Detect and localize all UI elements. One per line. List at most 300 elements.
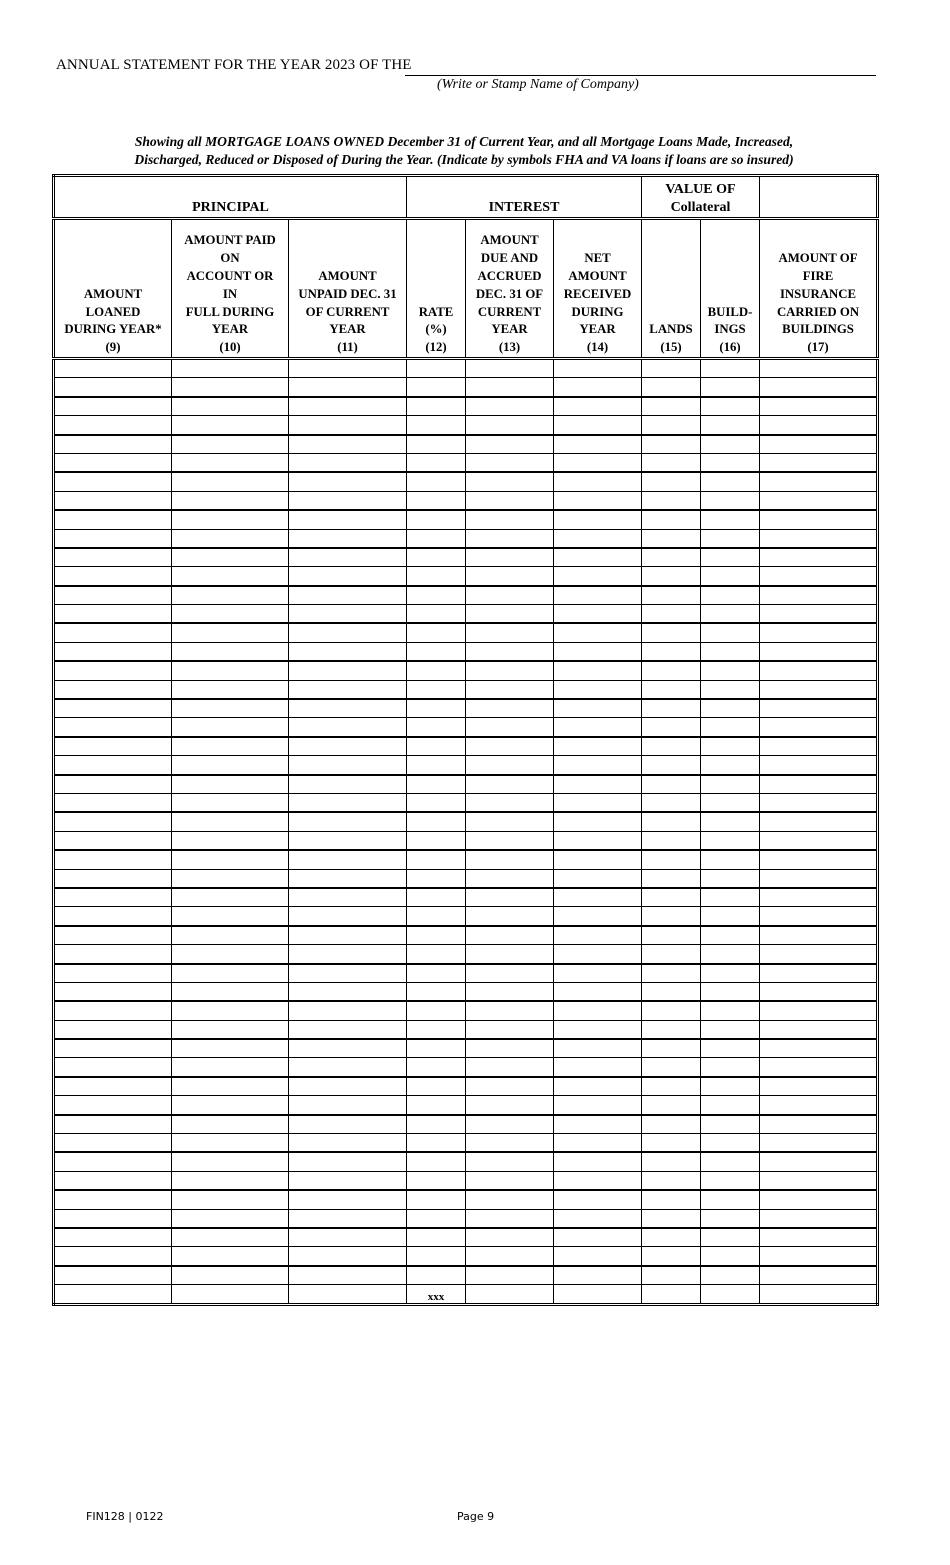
table-cell[interactable] — [760, 1001, 878, 1020]
table-cell[interactable] — [554, 1115, 642, 1134]
table-cell[interactable] — [466, 907, 554, 926]
table-cell[interactable] — [289, 435, 407, 454]
table-cell[interactable] — [554, 982, 642, 1001]
table-cell[interactable] — [701, 1247, 760, 1266]
table-cell[interactable] — [407, 945, 466, 964]
table-cell[interactable] — [54, 510, 172, 529]
table-cell[interactable] — [760, 756, 878, 775]
table-cell[interactable] — [407, 699, 466, 718]
table-cell[interactable] — [642, 1115, 701, 1134]
table-cell[interactable] — [54, 642, 172, 661]
table-cell[interactable] — [466, 605, 554, 624]
table-cell[interactable] — [642, 1152, 701, 1171]
table-cell[interactable] — [642, 605, 701, 624]
table-cell[interactable] — [172, 529, 289, 548]
table-cell[interactable] — [289, 1001, 407, 1020]
table-cell[interactable] — [172, 623, 289, 642]
table-cell[interactable] — [466, 850, 554, 869]
table-cell[interactable] — [642, 718, 701, 737]
table-cell[interactable] — [701, 1077, 760, 1096]
table-cell[interactable] — [407, 926, 466, 945]
table-cell[interactable] — [407, 1039, 466, 1058]
table-cell[interactable] — [54, 605, 172, 624]
table-cell[interactable] — [760, 1134, 878, 1153]
table-cell[interactable] — [172, 491, 289, 510]
table-cell[interactable] — [466, 926, 554, 945]
table-cell[interactable] — [554, 1077, 642, 1096]
table-cell[interactable] — [642, 756, 701, 775]
table-cell[interactable] — [54, 1039, 172, 1058]
table-cell[interactable] — [642, 529, 701, 548]
table-cell[interactable] — [642, 1020, 701, 1039]
table-cell[interactable] — [554, 1058, 642, 1077]
table-cell[interactable] — [466, 1266, 554, 1285]
table-cell[interactable] — [54, 756, 172, 775]
table-cell[interactable] — [554, 1134, 642, 1153]
table-cell[interactable] — [407, 1209, 466, 1228]
table-cell[interactable] — [54, 926, 172, 945]
table-cell[interactable] — [642, 831, 701, 850]
table-cell[interactable] — [54, 982, 172, 1001]
table-cell[interactable] — [554, 510, 642, 529]
table-cell[interactable] — [289, 1228, 407, 1247]
table-cell[interactable] — [407, 907, 466, 926]
table-cell[interactable] — [701, 831, 760, 850]
table-cell[interactable] — [407, 491, 466, 510]
table-cell[interactable] — [172, 1058, 289, 1077]
table-cell[interactable] — [554, 680, 642, 699]
table-cell[interactable] — [760, 529, 878, 548]
table-cell[interactable] — [407, 453, 466, 472]
table-cell[interactable] — [289, 907, 407, 926]
table-cell[interactable] — [407, 548, 466, 567]
table-cell[interactable] — [760, 416, 878, 435]
table-cell[interactable] — [554, 812, 642, 831]
table-cell[interactable] — [760, 699, 878, 718]
table-cell[interactable] — [407, 623, 466, 642]
table-cell[interactable] — [554, 718, 642, 737]
table-cell[interactable] — [466, 1115, 554, 1134]
table-cell[interactable] — [172, 1152, 289, 1171]
table-cell[interactable] — [701, 793, 760, 812]
table-cell[interactable] — [172, 548, 289, 567]
table-cell[interactable] — [701, 907, 760, 926]
table-cell[interactable] — [407, 605, 466, 624]
table-cell[interactable] — [554, 1285, 642, 1304]
table-cell[interactable] — [407, 1020, 466, 1039]
table-cell[interactable] — [701, 435, 760, 454]
table-cell[interactable] — [289, 869, 407, 888]
table-cell[interactable] — [642, 1039, 701, 1058]
table-cell[interactable] — [701, 491, 760, 510]
table-cell[interactable] — [642, 869, 701, 888]
table-cell[interactable] — [54, 397, 172, 416]
table-cell[interactable] — [407, 567, 466, 586]
table-cell[interactable] — [172, 378, 289, 397]
table-cell[interactable] — [172, 945, 289, 964]
table-cell[interactable] — [642, 945, 701, 964]
table-cell[interactable] — [701, 756, 760, 775]
table-cell[interactable] — [554, 1266, 642, 1285]
table-cell[interactable] — [701, 869, 760, 888]
table-cell[interactable] — [554, 1096, 642, 1115]
table-cell[interactable] — [289, 926, 407, 945]
table-cell[interactable] — [289, 1152, 407, 1171]
table-cell[interactable] — [54, 850, 172, 869]
table-cell[interactable] — [289, 605, 407, 624]
table-cell[interactable] — [407, 982, 466, 1001]
table-cell[interactable] — [701, 737, 760, 756]
table-cell[interactable] — [701, 1020, 760, 1039]
table-cell[interactable] — [466, 793, 554, 812]
table-cell[interactable] — [701, 926, 760, 945]
table-cell[interactable] — [554, 1039, 642, 1058]
table-cell[interactable] — [760, 586, 878, 605]
table-cell[interactable] — [642, 567, 701, 586]
table-cell[interactable] — [760, 359, 878, 378]
table-cell[interactable] — [554, 1001, 642, 1020]
table-cell[interactable] — [172, 1247, 289, 1266]
table-cell[interactable] — [54, 491, 172, 510]
table-cell[interactable] — [642, 435, 701, 454]
table-cell[interactable] — [760, 1228, 878, 1247]
table-cell[interactable] — [54, 1134, 172, 1153]
table-cell[interactable] — [554, 1228, 642, 1247]
table-cell[interactable] — [407, 1001, 466, 1020]
table-cell[interactable] — [466, 869, 554, 888]
table-cell[interactable] — [701, 812, 760, 831]
table-cell[interactable] — [289, 737, 407, 756]
table-cell[interactable] — [701, 699, 760, 718]
table-cell[interactable] — [760, 1058, 878, 1077]
table-cell[interactable] — [701, 661, 760, 680]
table-cell[interactable] — [701, 567, 760, 586]
table-cell[interactable] — [407, 472, 466, 491]
table-cell[interactable] — [172, 888, 289, 907]
table-cell[interactable] — [466, 642, 554, 661]
table-cell[interactable] — [642, 1209, 701, 1228]
table-cell[interactable] — [54, 529, 172, 548]
table-cell[interactable] — [407, 850, 466, 869]
table-cell[interactable] — [289, 888, 407, 907]
table-cell[interactable] — [54, 359, 172, 378]
table-cell[interactable] — [760, 793, 878, 812]
table-cell[interactable] — [54, 623, 172, 642]
table-cell[interactable] — [701, 378, 760, 397]
table-cell[interactable] — [466, 586, 554, 605]
table-cell[interactable] — [760, 1115, 878, 1134]
table-cell[interactable] — [642, 548, 701, 567]
table-cell[interactable] — [554, 945, 642, 964]
table-cell[interactable] — [54, 812, 172, 831]
table-cell[interactable] — [701, 1152, 760, 1171]
table-cell[interactable] — [642, 1077, 701, 1096]
table-cell[interactable] — [54, 435, 172, 454]
table-cell[interactable] — [407, 1266, 466, 1285]
table-cell[interactable] — [172, 1190, 289, 1209]
table-cell[interactable] — [54, 737, 172, 756]
table-cell[interactable] — [642, 1190, 701, 1209]
table-cell[interactable] — [760, 888, 878, 907]
table-cell[interactable] — [54, 869, 172, 888]
table-cell[interactable] — [760, 642, 878, 661]
table-cell[interactable] — [407, 642, 466, 661]
table-cell[interactable] — [642, 472, 701, 491]
table-cell[interactable] — [554, 453, 642, 472]
table-cell[interactable] — [642, 793, 701, 812]
table-cell[interactable] — [54, 718, 172, 737]
table-cell[interactable] — [172, 718, 289, 737]
table-cell[interactable] — [407, 1228, 466, 1247]
table-cell[interactable] — [760, 491, 878, 510]
table-cell[interactable] — [701, 623, 760, 642]
table-cell[interactable] — [701, 718, 760, 737]
table-cell[interactable] — [642, 586, 701, 605]
table-cell[interactable] — [760, 831, 878, 850]
table-cell[interactable] — [466, 1190, 554, 1209]
table-cell[interactable] — [554, 359, 642, 378]
table-cell[interactable] — [642, 850, 701, 869]
table-cell[interactable] — [642, 510, 701, 529]
table-cell[interactable] — [760, 812, 878, 831]
table-cell[interactable] — [407, 1096, 466, 1115]
table-cell[interactable] — [554, 472, 642, 491]
table-cell[interactable] — [466, 1228, 554, 1247]
table-cell[interactable] — [289, 529, 407, 548]
table-cell[interactable] — [289, 756, 407, 775]
table-cell[interactable] — [760, 472, 878, 491]
table-cell[interactable] — [642, 964, 701, 983]
table-cell[interactable] — [172, 907, 289, 926]
table-cell[interactable] — [54, 831, 172, 850]
table-cell[interactable] — [760, 548, 878, 567]
company-name-line[interactable] — [405, 75, 876, 76]
table-cell[interactable] — [466, 1171, 554, 1190]
table-cell[interactable] — [407, 775, 466, 794]
table-cell[interactable] — [760, 775, 878, 794]
table-cell[interactable] — [642, 680, 701, 699]
table-cell[interactable] — [54, 453, 172, 472]
table-cell[interactable] — [172, 756, 289, 775]
table-cell[interactable] — [289, 1171, 407, 1190]
table-cell[interactable] — [466, 1134, 554, 1153]
table-cell[interactable] — [407, 869, 466, 888]
table-cell[interactable] — [407, 1077, 466, 1096]
table-cell[interactable] — [701, 510, 760, 529]
table-cell[interactable] — [642, 1058, 701, 1077]
table-cell[interactable] — [54, 1266, 172, 1285]
table-cell[interactable] — [642, 926, 701, 945]
table-cell[interactable] — [760, 1190, 878, 1209]
table-cell[interactable] — [554, 605, 642, 624]
table-cell[interactable] — [407, 1247, 466, 1266]
table-cell[interactable] — [54, 1077, 172, 1096]
table-cell[interactable] — [289, 831, 407, 850]
table-cell[interactable] — [172, 1039, 289, 1058]
table-cell[interactable] — [466, 359, 554, 378]
table-cell[interactable] — [289, 812, 407, 831]
table-cell[interactable] — [554, 416, 642, 435]
table-cell[interactable] — [54, 1020, 172, 1039]
table-cell[interactable] — [554, 529, 642, 548]
table-cell[interactable] — [172, 359, 289, 378]
table-cell[interactable] — [760, 378, 878, 397]
table-cell[interactable] — [54, 964, 172, 983]
table-cell[interactable] — [407, 831, 466, 850]
table-cell[interactable] — [407, 680, 466, 699]
table-cell[interactable] — [642, 907, 701, 926]
table-cell[interactable] — [466, 982, 554, 1001]
table-cell[interactable] — [554, 964, 642, 983]
table-cell[interactable] — [760, 907, 878, 926]
table-cell[interactable] — [172, 642, 289, 661]
table-cell[interactable] — [289, 1020, 407, 1039]
table-cell[interactable] — [701, 1001, 760, 1020]
table-cell[interactable] — [701, 359, 760, 378]
table-cell[interactable] — [760, 869, 878, 888]
table-cell[interactable] — [760, 605, 878, 624]
table-cell[interactable] — [407, 1171, 466, 1190]
table-cell[interactable] — [701, 964, 760, 983]
table-cell[interactable] — [54, 1285, 172, 1304]
table-cell[interactable] — [289, 1039, 407, 1058]
table-cell[interactable] — [289, 416, 407, 435]
table-cell[interactable] — [466, 567, 554, 586]
table-cell[interactable] — [760, 623, 878, 642]
table-cell[interactable] — [54, 1152, 172, 1171]
table-cell[interactable] — [54, 548, 172, 567]
table-cell[interactable] — [54, 1096, 172, 1115]
table-cell[interactable] — [760, 926, 878, 945]
table-cell[interactable] — [554, 435, 642, 454]
table-cell[interactable] — [466, 888, 554, 907]
table-cell[interactable] — [760, 1077, 878, 1096]
table-cell[interactable] — [289, 397, 407, 416]
table-cell[interactable] — [701, 680, 760, 699]
table-cell[interactable] — [289, 586, 407, 605]
table-cell[interactable] — [407, 510, 466, 529]
table-cell[interactable] — [701, 416, 760, 435]
table-cell[interactable] — [701, 453, 760, 472]
table-cell[interactable] — [407, 529, 466, 548]
table-cell[interactable] — [466, 1001, 554, 1020]
table-cell[interactable] — [407, 586, 466, 605]
table-cell[interactable] — [642, 378, 701, 397]
table-cell[interactable] — [701, 1039, 760, 1058]
table-cell[interactable] — [289, 1115, 407, 1134]
table-cell[interactable] — [554, 907, 642, 926]
table-cell[interactable] — [466, 699, 554, 718]
table-cell[interactable] — [466, 378, 554, 397]
table-cell[interactable] — [172, 775, 289, 794]
table-cell[interactable] — [54, 680, 172, 699]
table-cell[interactable] — [701, 1058, 760, 1077]
table-cell[interactable] — [466, 945, 554, 964]
table-cell[interactable] — [289, 567, 407, 586]
table-cell[interactable] — [172, 661, 289, 680]
table-cell[interactable] — [466, 435, 554, 454]
table-cell[interactable] — [54, 1190, 172, 1209]
table-cell[interactable] — [554, 1247, 642, 1266]
table-cell[interactable] — [407, 1152, 466, 1171]
table-cell[interactable] — [172, 1077, 289, 1096]
table-cell[interactable] — [289, 850, 407, 869]
table-cell[interactable] — [701, 1171, 760, 1190]
table-cell[interactable] — [289, 699, 407, 718]
table-cell[interactable] — [172, 567, 289, 586]
table-cell[interactable] — [701, 1190, 760, 1209]
table-cell[interactable] — [701, 888, 760, 907]
table-cell[interactable] — [172, 605, 289, 624]
table-cell[interactable] — [554, 850, 642, 869]
table-cell[interactable] — [54, 567, 172, 586]
table-cell[interactable] — [407, 378, 466, 397]
table-cell[interactable] — [54, 945, 172, 964]
table-cell[interactable] — [54, 378, 172, 397]
table-cell[interactable] — [554, 831, 642, 850]
table-cell[interactable] — [172, 831, 289, 850]
table-cell[interactable] — [760, 1266, 878, 1285]
table-cell[interactable] — [642, 1171, 701, 1190]
table-cell[interactable] — [554, 1190, 642, 1209]
table-cell[interactable] — [554, 926, 642, 945]
table-cell[interactable] — [466, 661, 554, 680]
table-cell[interactable] — [172, 793, 289, 812]
table-cell[interactable] — [172, 850, 289, 869]
table-cell[interactable] — [466, 1020, 554, 1039]
table-cell[interactable] — [701, 945, 760, 964]
table-cell[interactable] — [760, 567, 878, 586]
table-cell[interactable] — [466, 623, 554, 642]
table-cell[interactable] — [407, 888, 466, 907]
table-cell[interactable] — [289, 1096, 407, 1115]
table-cell[interactable] — [172, 416, 289, 435]
table-cell[interactable] — [466, 1096, 554, 1115]
table-cell[interactable] — [407, 1058, 466, 1077]
table-cell[interactable] — [554, 775, 642, 794]
table-cell[interactable] — [289, 661, 407, 680]
table-cell[interactable] — [642, 397, 701, 416]
table-cell[interactable] — [289, 775, 407, 794]
table-cell[interactable] — [701, 850, 760, 869]
table-cell[interactable] — [466, 1247, 554, 1266]
table-cell[interactable] — [54, 1228, 172, 1247]
table-cell[interactable] — [289, 1266, 407, 1285]
table-cell[interactable] — [172, 1171, 289, 1190]
table-cell[interactable] — [760, 850, 878, 869]
table-cell[interactable] — [554, 397, 642, 416]
table-cell[interactable] — [701, 1285, 760, 1304]
table-cell[interactable] — [172, 737, 289, 756]
table-cell[interactable] — [54, 1058, 172, 1077]
table-cell[interactable] — [466, 1077, 554, 1096]
table-cell[interactable] — [172, 435, 289, 454]
table-cell[interactable] — [642, 453, 701, 472]
table-cell[interactable] — [701, 1096, 760, 1115]
table-cell[interactable] — [760, 982, 878, 1001]
table-cell[interactable] — [701, 1134, 760, 1153]
table-cell[interactable] — [172, 1285, 289, 1304]
table-cell[interactable] — [54, 472, 172, 491]
table-cell[interactable] — [172, 472, 289, 491]
table-cell[interactable] — [466, 472, 554, 491]
table-cell[interactable] — [407, 718, 466, 737]
table-cell[interactable] — [54, 1209, 172, 1228]
table-cell[interactable] — [172, 1001, 289, 1020]
table-cell[interactable] — [407, 964, 466, 983]
table-cell[interactable] — [554, 699, 642, 718]
table-cell[interactable] — [172, 680, 289, 699]
